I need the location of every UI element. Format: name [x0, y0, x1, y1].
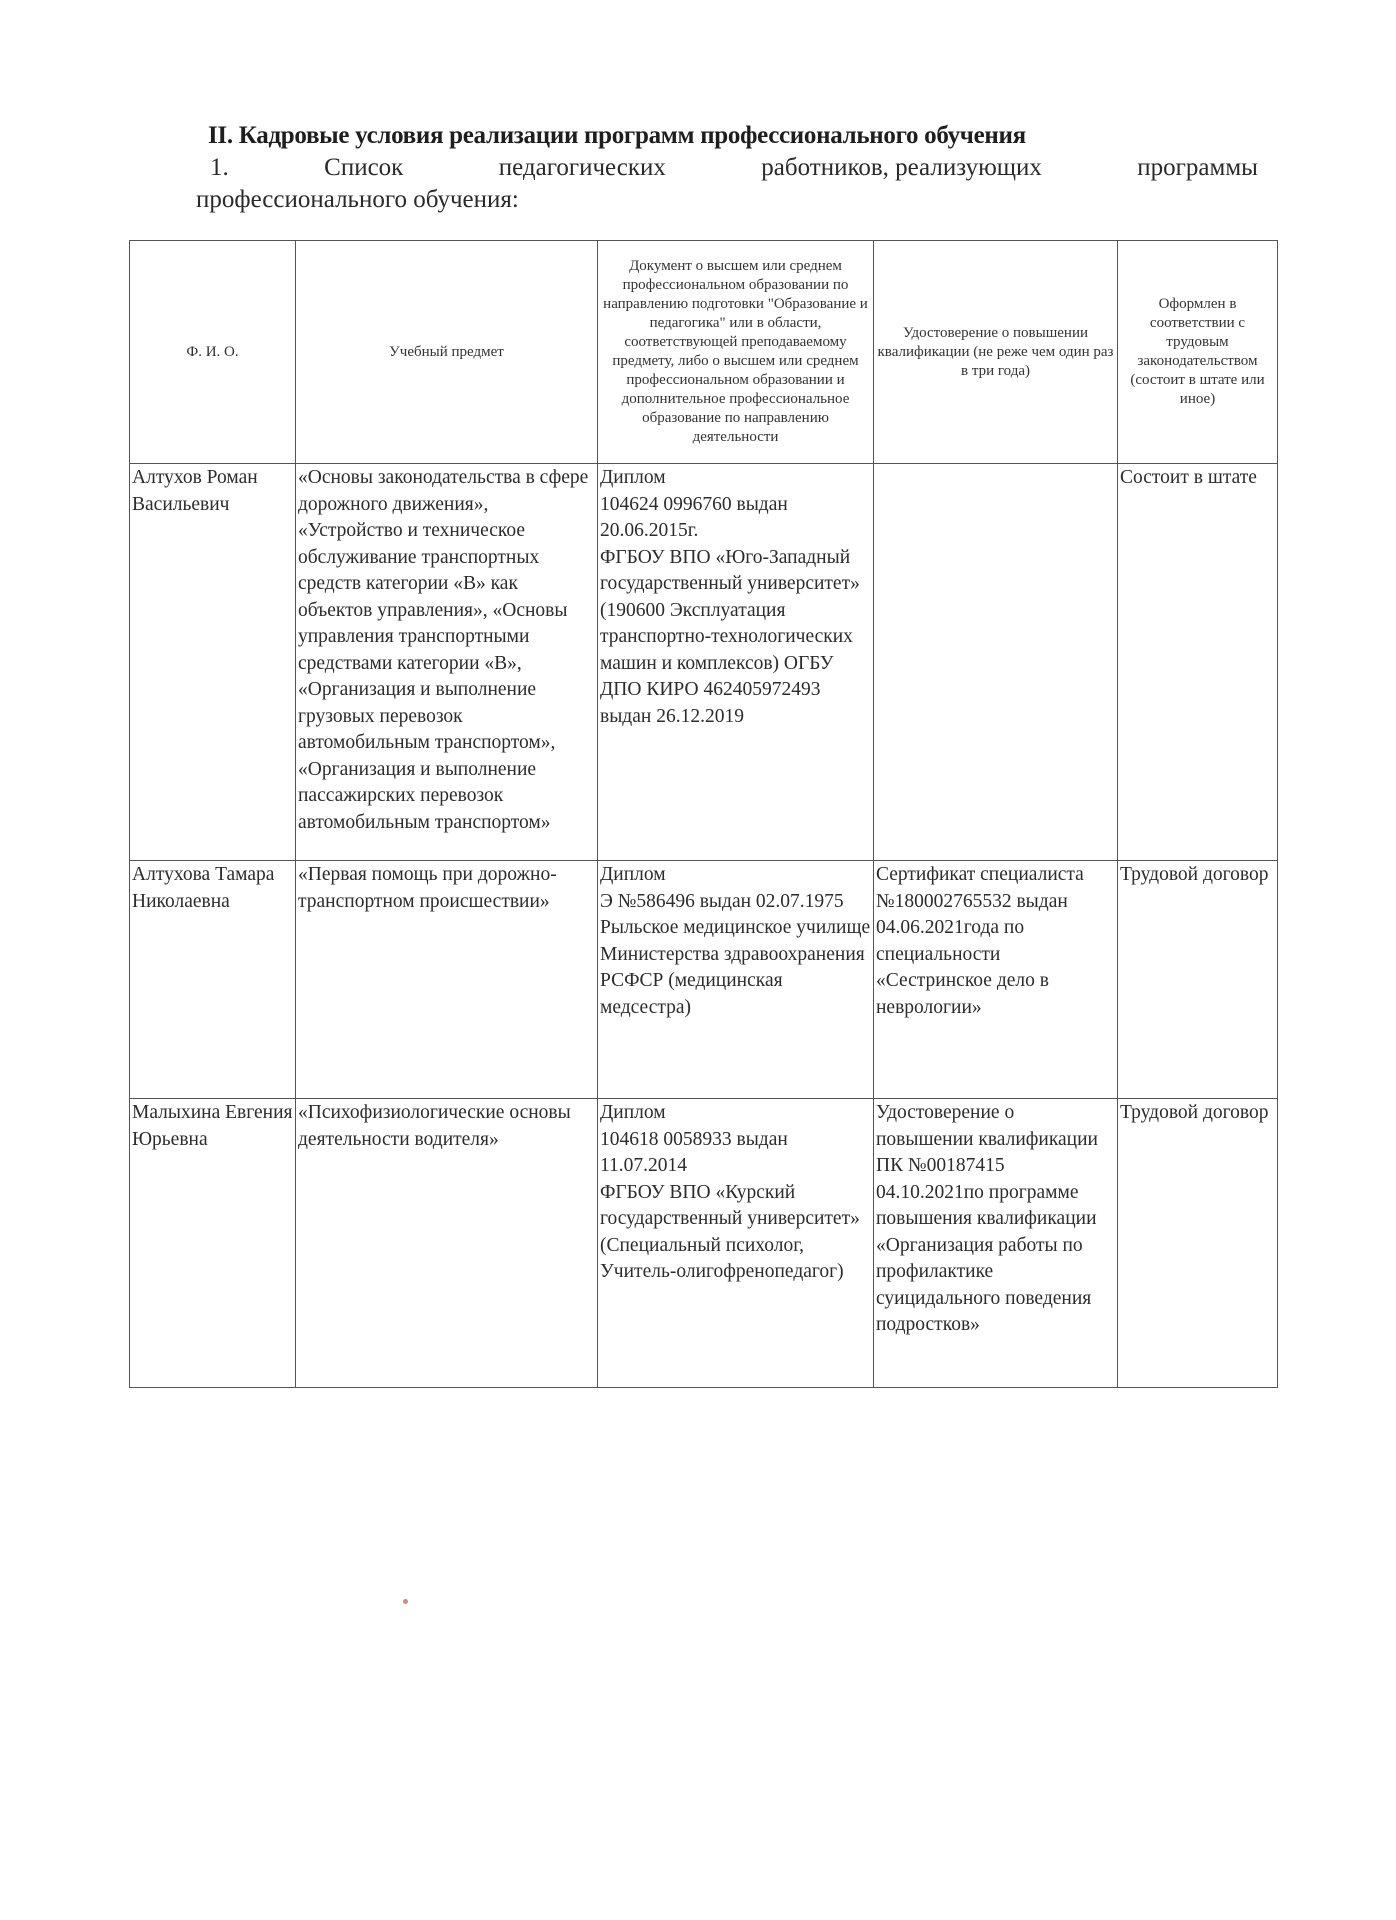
cell-employment: Состоит в штате: [1118, 464, 1278, 861]
education-line: (190600 Эксплуатация транспортно-технологических машин и комплексов) ОГБУ ДПО КИРО 462405972493 выдан 26.12.2019: [600, 599, 853, 727]
qualification-line: 04.10.2021по программе повышения квалификации «Организация работы по профилактике суицидального поведения подростков»: [876, 1181, 1097, 1335]
header-employment-status: Оформлен в соответствии с трудовым законодательством (состоит в штате или иное): [1118, 241, 1278, 464]
intro-word: программы: [1137, 154, 1258, 181]
list-number: 1.: [210, 154, 229, 181]
table-header-row: [130, 241, 1278, 464]
education-line: ФГБОУ ВПО «Курский государственный университет»: [600, 1181, 860, 1229]
intro-paragraph-line-2: профессионального обучения:: [196, 186, 519, 213]
education-line: 104624 0996760 выдан 20.06.2015г.: [600, 493, 788, 541]
section-title: II. Кадровые условия реализации программ профессионального обучения: [208, 122, 1026, 149]
cell-employment: Трудовой договор: [1118, 1099, 1278, 1388]
cell-full-name: Алтухова Тамара Николаевна: [130, 861, 296, 1099]
education-line: 104618 0058933 выдан 11.07.2014: [600, 1128, 788, 1176]
cell-qualification: [874, 464, 1118, 861]
scan-speck: [403, 1599, 408, 1604]
header-education-document: Документ о высшем или среднем профессиональном образовании по направлению подготовки "Образование и педагогика" или в области, соответствующей преподаваемому предмету, либо о высшем или среднем профессиональном образовании и дополнительное профессиональное образование по направлению деятельности: [598, 241, 874, 464]
cell-education: [598, 1099, 874, 1388]
cell-full-name: Малыхина Евгения Юрьевна: [130, 1099, 296, 1388]
header-qualification-certificate: Удостоверение о повышении квалификации (не реже чем один раз в три года): [874, 241, 1118, 464]
education-line: (Специальный психолог, Учитель-олигофренопедагог): [600, 1234, 844, 1282]
cell-subject: «Первая помощь при дорожно-транспортном происшествии»: [296, 861, 598, 1099]
education-line: Диплом: [600, 467, 666, 488]
header-subject: Учебный предмет: [296, 241, 598, 464]
cell-full-name: Алтухов Роман Васильевич: [130, 464, 296, 861]
intro-paragraph-line-1: [208, 154, 1258, 182]
intro-word: педагогических: [498, 154, 666, 181]
education-line: Диплом: [600, 1102, 666, 1123]
education-line: Рыльское медицинское училище Министерства здравоохранения РСФСР (медицинская медсестра): [600, 917, 871, 1018]
intro-word: Список: [324, 154, 404, 181]
cell-subject: «Психофизиологические основы деятельности водителя»: [296, 1099, 598, 1388]
intro-word: работников, реализующих: [761, 154, 1042, 181]
education-line: Э №586496 выдан 02.07.1975: [600, 890, 844, 912]
cell-employment: Трудовой договор: [1118, 861, 1278, 1099]
education-line: ФГБОУ ВПО «Юго-Западный государственный университет»: [600, 546, 860, 594]
cell-subject: «Основы законодательства в сфере дорожного движения», «Устройство и техническое обслуживание транспортных средств категории «В» как объектов управления», «Основы управления транспортными средствами категории «В», «Организация и выполнение грузовых перевозок автомобильным транспортом», «Организация и выполнение пассажирских перевозок автомобильным транспортом»: [296, 464, 598, 861]
cell-education: [598, 861, 874, 1099]
header-full-name: Ф. И. О.: [130, 241, 296, 464]
table-row: [130, 861, 1278, 1099]
cell-qualification: [874, 861, 1118, 1099]
table-row: [130, 464, 1278, 861]
qualification-line: ПК №00187415: [876, 1155, 1005, 1176]
cell-education: [598, 464, 874, 861]
table-row: [130, 1099, 1278, 1388]
qualification-line: Сертификат специалиста №180002765532 выдан 04.06.2021года по специальности «Сестринское дело в неврологии»: [876, 864, 1084, 1018]
cell-qualification: [874, 1099, 1118, 1388]
qualification-line: Удостоверение о повышении квалификации: [876, 1102, 1098, 1150]
staff-table: [129, 240, 1278, 1388]
education-line: Диплом: [600, 864, 666, 885]
